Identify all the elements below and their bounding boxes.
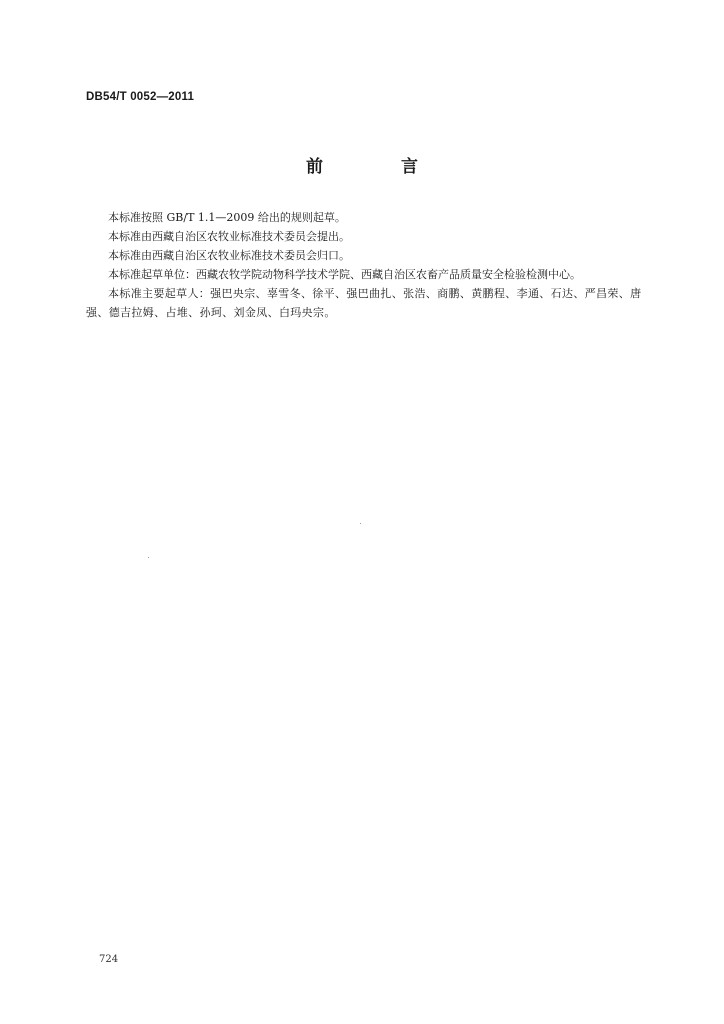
preface-title: 前 言 <box>306 157 454 177</box>
standard-code: DB54/T 0052—2011 <box>86 91 195 103</box>
paragraph-drafting-units: 本标准起草单位：西藏农牧学院动物科学技术学院、西藏自治区农畜产品质量安全检验检测中心。 <box>108 268 581 281</box>
scan-speck <box>148 557 149 558</box>
paragraph-drafting-rules: 本标准按照 GB/T 1.1—2009 给出的规则起草。 <box>108 211 346 224</box>
paragraph-administered-by: 本标准由西藏自治区农牧业标准技术委员会归口。 <box>108 249 350 262</box>
page-number: 724 <box>99 954 119 965</box>
paragraph-main-drafters: 本标准主要起草人：强巴央宗、辜雪冬、徐平、强巴曲扎、张浩、商鹏、黄鹏程、李通、石达、严昌荣、唐强、德吉拉姆、占堆、孙珂、刘金凤、白玛央宗。 <box>86 287 642 319</box>
preface-body <box>86 208 658 322</box>
paragraph-proposed-by: 本标准由西藏自治区农牧业标准技术委员会提出。 <box>108 230 350 243</box>
scan-speck <box>360 523 361 524</box>
